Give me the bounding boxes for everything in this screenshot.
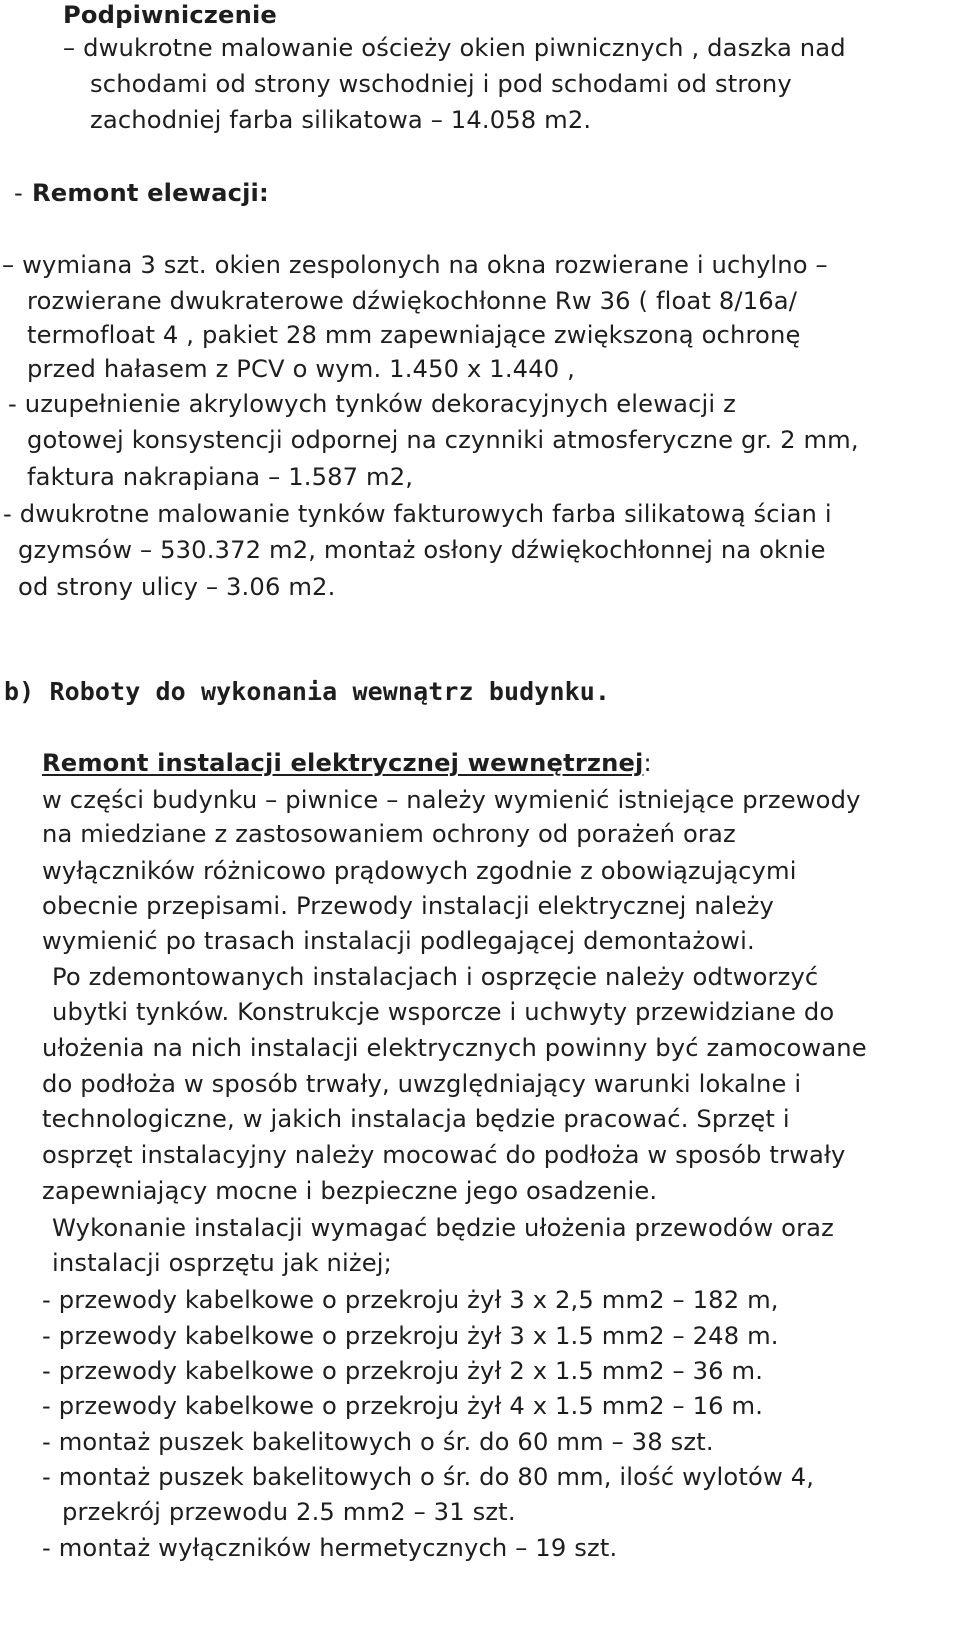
basement-line: – dwukrotne malowanie ościeży okien piwnicznych , daszka nad xyxy=(63,34,846,62)
facade-line: – wymiana 3 szt. okien zespolonych na okna rozwierane i uchylno – xyxy=(2,251,828,279)
electrical-line: osprzęt instalacyjny należy mocować do podłoża w sposób trwały xyxy=(42,1141,846,1169)
electrical-line: do podłoża w sposób trwały, uwzględniający warunki lokalne i xyxy=(42,1070,802,1098)
electrical-line: ułożenia na nich instalacji elektrycznych powinny być zamocowane xyxy=(42,1034,867,1062)
list-item: - przewody kabelkowe o przekroju żył 3 x 2,5 mm2 – 182 m, xyxy=(42,1286,779,1314)
electrical-heading: Remont instalacji elektrycznej wewnętrznej xyxy=(42,749,644,777)
electrical-line: zapewniający mocne i bezpieczne jego osadzenie. xyxy=(42,1177,658,1205)
electrical-line: na miedziane z zastosowaniem ochrony od porażeń oraz xyxy=(42,820,736,848)
list-item-continuation: przekrój przewodu 2.5 mm2 – 31 szt. xyxy=(62,1498,516,1526)
facade-line: termofloat 4 , pakiet 28 mm zapewniające zwiększoną ochronę xyxy=(27,321,801,349)
list-item: - przewody kabelkowe o przekroju żył 2 x 1.5 mm2 – 36 m. xyxy=(42,1357,764,1385)
list-item: - przewody kabelkowe o przekroju żył 3 x 1.5 mm2 – 248 m. xyxy=(42,1322,779,1350)
list-item: - montaż puszek bakelitowych o śr. do 80 mm, ilość wylotów 4, xyxy=(42,1463,815,1491)
facade-line: gzymsów – 530.372 m2, montaż osłony dźwiękochłonnej na oknie xyxy=(18,536,826,564)
facade-line: od strony ulicy – 3.06 m2. xyxy=(18,573,336,601)
basement-heading: Podpiwniczenie xyxy=(63,1,277,29)
facade-heading: Remont elewacji: xyxy=(32,179,269,207)
list-item: - montaż wyłączników hermetycznych – 19 szt. xyxy=(42,1534,618,1562)
electrical-line: Wykonanie instalacji wymagać będzie ułożenia przewodów oraz xyxy=(52,1214,834,1242)
facade-line: - uzupełnienie akrylowych tynków dekoracyjnych elewacji z xyxy=(8,390,736,418)
electrical-line: instalacji osprzętu jak niżej; xyxy=(52,1249,392,1277)
list-item: - przewody kabelkowe o przekroju żył 4 x 1.5 mm2 – 16 m. xyxy=(42,1392,764,1420)
facade-line: przed hałasem z PCV o wym. 1.450 x 1.440 , xyxy=(27,355,575,383)
basement-line: zachodniej farba silikatowa – 14.058 m2. xyxy=(90,106,592,134)
interior-heading: b) Roboty do wykonania wewnątrz budynku. xyxy=(4,677,611,706)
electrical-line: Po zdemontowanych instalacjach i osprzęcie należy odtworzyć xyxy=(52,963,819,991)
electrical-line: technologiczne, w jakich instalacja będzie pracować. Sprzęt i xyxy=(42,1105,790,1133)
list-item: - montaż puszek bakelitowych o śr. do 60 mm – 38 szt. xyxy=(42,1428,714,1456)
facade-line: faktura nakrapiana – 1.587 m2, xyxy=(27,463,414,491)
electrical-line: obecnie przepisami. Przewody instalacji elektrycznej należy xyxy=(42,892,774,920)
electrical-line: w części budynku – piwnice – należy wymienić istniejące przewody xyxy=(42,786,861,814)
electrical-heading-row xyxy=(42,748,652,778)
electrical-line: ubytki tynków. Konstrukcje wsporcze i uchwyty przewidziane do xyxy=(52,998,835,1026)
facade-line: gotowej konsystencji odpornej na czynniki atmosferyczne gr. 2 mm, xyxy=(27,426,859,454)
facade-line: rozwierane dwukraterowe dźwiękochłonne Rw 36 ( float 8/16a/ xyxy=(27,287,798,315)
electrical-heading-colon: : xyxy=(643,749,652,777)
facade-line: - dwukrotne malowanie tynków fakturowych farba silikatową ścian i xyxy=(3,500,832,528)
electrical-line: wyłączników różnicowo prądowych zgodnie z obowiązującymi xyxy=(42,857,797,885)
basement-line: schodami od strony wschodniej i pod schodami od strony xyxy=(90,70,792,98)
electrical-line: wymienić po trasach instalacji podlegającej demontażowi. xyxy=(42,927,755,955)
facade-dash: - xyxy=(14,179,23,207)
